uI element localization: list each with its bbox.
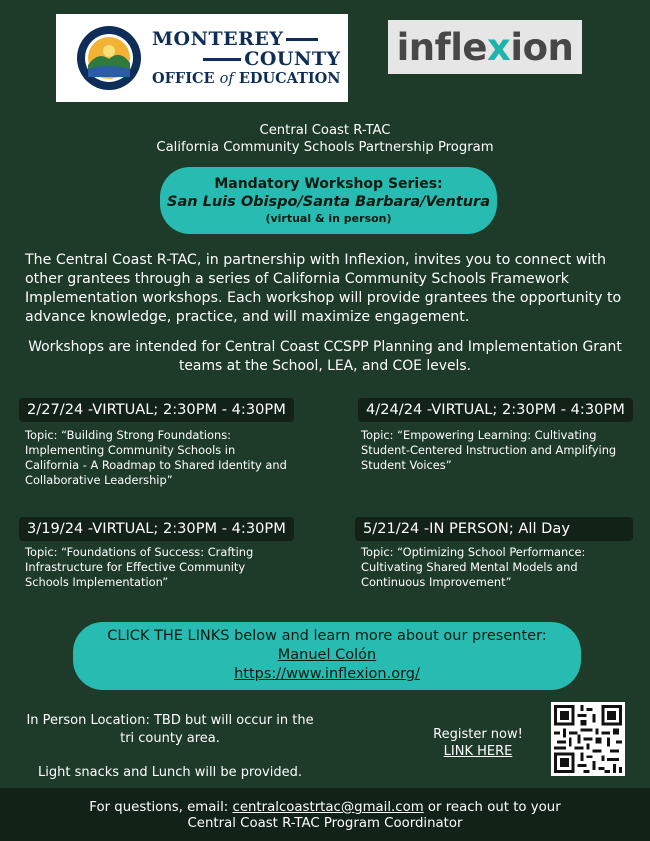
session-2-topic: Topic: “Empowering Learning: Cultivating Student-Centered Instruction and Amplifying Student Voices” [361, 428, 617, 472]
register-label: Register now! [433, 727, 523, 742]
moco-seal-icon [76, 25, 142, 91]
workshop-region: San Luis Obispo/Santa Barbara/Ventura [167, 194, 490, 210]
audience-paragraph: Workshops are intended for Central Coast CCSPP Planning and Implementation Grant teams at the School, LEA, and COE levels. [28, 339, 622, 374]
session-3-date: 3/19/24 -VIRTUAL; 2:30PM - 4:30PM [19, 517, 294, 541]
footer-line2: Central Coast R-TAC Program Coordinator [187, 816, 463, 831]
program-line2: California Community Schools Partnership Program [156, 140, 494, 155]
location-text: In Person Location: TBD but will occur in the tri county area. [26, 713, 314, 746]
moco-bar-2 [203, 58, 241, 61]
inflexion-site-link[interactable]: https://www.inflexion.org/ [234, 666, 420, 682]
moco-line3-b: of [219, 70, 234, 87]
program-heading [0, 122, 650, 156]
workshop-format: (virtual & in person) [265, 212, 392, 225]
footer-suffix: or reach out to your [423, 800, 561, 815]
session-2-date: 4/24/24 -VIRTUAL; 2:30PM - 4:30PM [358, 398, 633, 422]
qr-code-icon[interactable] [551, 702, 625, 776]
moco-line2: COUNTY [244, 47, 341, 70]
presenter-link[interactable]: Manuel Colón [277, 647, 377, 663]
inflexion-logo [388, 20, 582, 74]
moco-line3-c: EDUCATION [233, 69, 341, 87]
session-3-topic: Topic: “Foundations of Success: Crafting Infrastructure for Effective Community Schools Implementation” [25, 545, 254, 589]
moco-line1: MONTEREY [152, 27, 284, 50]
footer-email-link[interactable]: centralcoastrtac@gmail.com [232, 800, 424, 815]
workshop-banner [160, 167, 497, 234]
links-banner [73, 622, 581, 690]
session-4-date: 5/21/24 -IN PERSON; All Day [355, 517, 633, 541]
register-block [430, 726, 526, 760]
intro-paragraph: The Central Coast R-TAC, in partnership with Inflexion, invites you to connect with other grantees through a series of California Community Schools Framework Implementation workshops. Each workshop will provide grantees the opportunity to advance knowledge, practice, and will maximize engagement. [25, 252, 622, 325]
monterey-county-logo [56, 14, 348, 102]
session-1-date: 2/27/24 -VIRTUAL; 2:30PM - 4:30PM [19, 398, 294, 422]
footer-prefix: For questions, email: [89, 800, 233, 815]
session-1-topic: Topic: “Building Strong Foundations: Implementing Community Schools in California - A Roadmap to Shared Identity and Collaborative Leadership” [25, 428, 287, 487]
moco-bar-1 [286, 38, 318, 41]
register-link[interactable]: LINK HERE [443, 744, 513, 759]
workshop-title: Mandatory Workshop Series: [214, 176, 443, 192]
snacks-text: Light snacks and Lunch will be provided. [38, 765, 302, 780]
links-heading: CLICK THE LINKS below and learn more about our presenter: [107, 628, 547, 644]
inflexion-logo-part3: ion [510, 25, 574, 69]
moco-line3-a: OFFICE [152, 69, 220, 87]
inflexion-logo-part1: infle [396, 25, 488, 69]
session-4-topic: Topic: “Optimizing School Performance: Cultivating Shared Mental Models and Continuous Improvement” [361, 545, 586, 589]
program-line1: Central Coast R-TAC [259, 123, 391, 138]
inflexion-logo-x: x [487, 25, 511, 69]
footer [0, 788, 650, 841]
